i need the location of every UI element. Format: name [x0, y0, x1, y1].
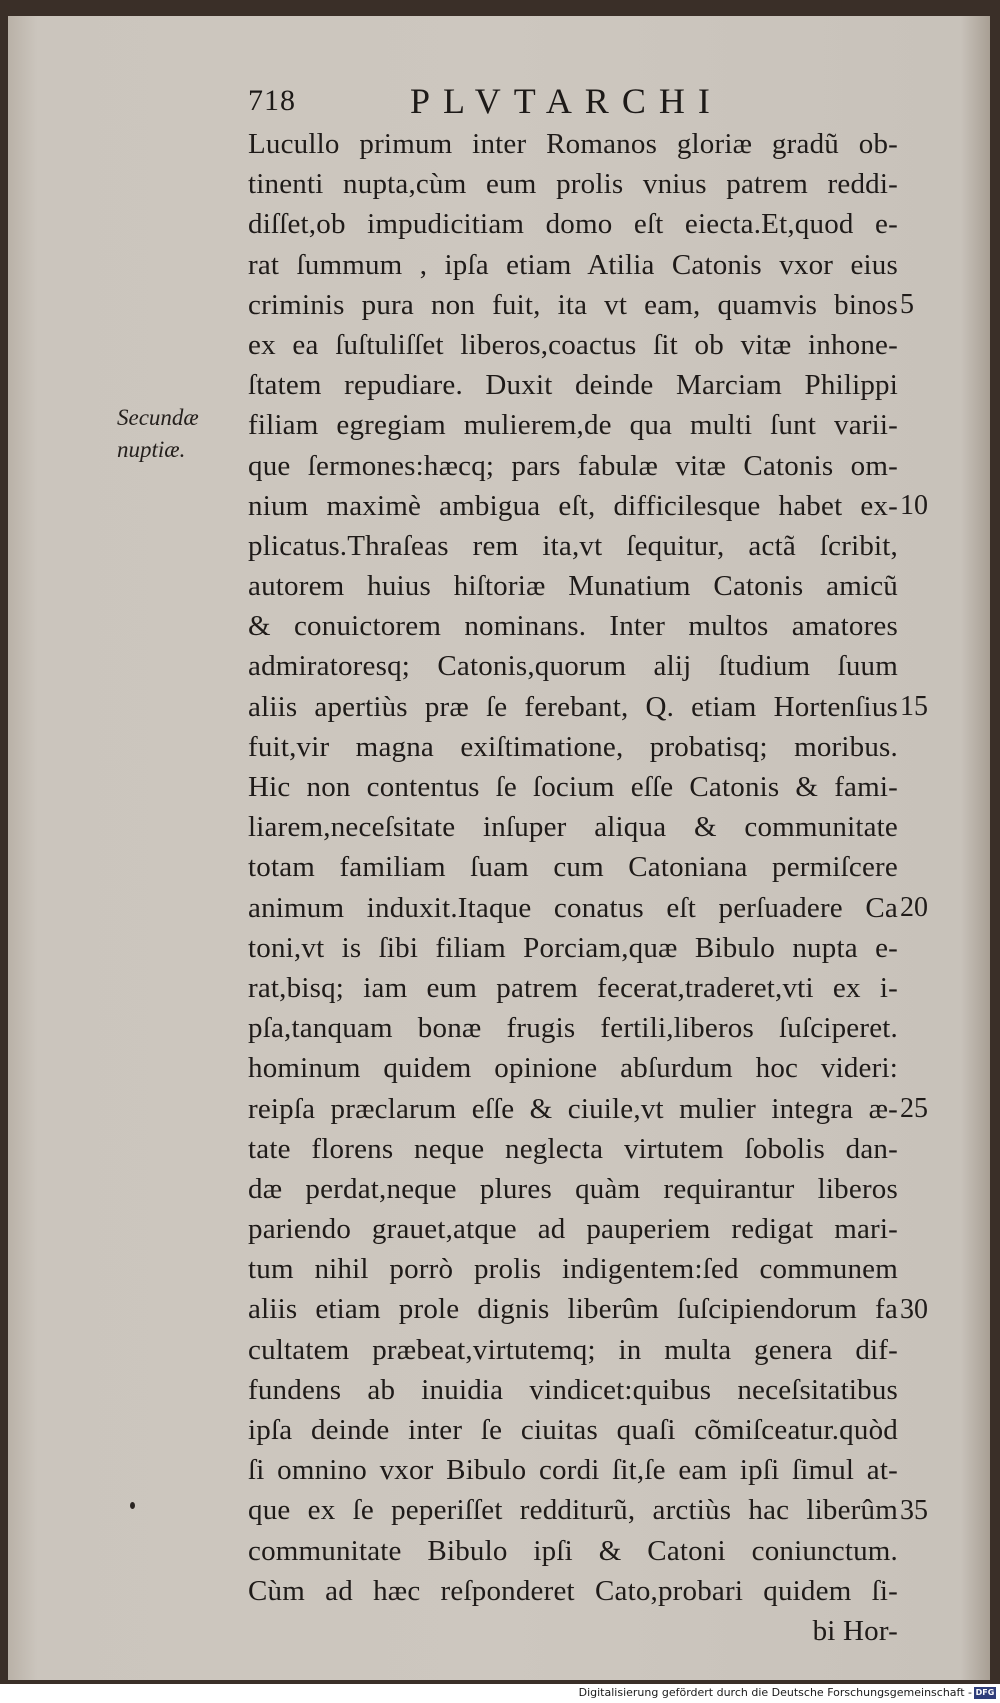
text-line: plicatus.Thraſeas rem ita,vt ſequitur, actã ſcribit, [248, 529, 898, 562]
text-line: que ſermones:hæcq; pars fabulæ vitæ Catonis om- [248, 449, 898, 482]
folio-number: 718 [248, 84, 296, 117]
line-number: 10 [900, 489, 928, 521]
footer-credit: Digitalisierung gefördert durch die Deutsche Forschungsgemeinschaft - [578, 1686, 972, 1699]
text-line: admiratoresq; Catonis,quorum alij ſtudium ſuum [248, 650, 898, 683]
line-number: 20 [900, 891, 928, 923]
text-line: ſi omnino vxor Bibulo cordi ſit,ſe eam ipſi ſimul at- [248, 1454, 898, 1487]
line-number: 5 [900, 288, 914, 320]
text-line: ipſa deinde inter ſe ciuitas quaſi cõmiſceatur.quòd [248, 1414, 898, 1446]
text-line: reipſa præclarum eſſe & ciuile,vt mulier integra æ- [248, 1092, 898, 1125]
text-line: filiam egregiam mulierem,de qua multi ſunt varii- [248, 409, 898, 442]
text-line: ſtatem repudiare. Duxit deinde Marciam Philippi [248, 369, 898, 402]
line-number: 15 [900, 690, 928, 722]
text-line: pſa,tanquam bonæ frugis fertili,liberos ſuſciperet. [248, 1012, 898, 1045]
text-line: autorem huius hiſtoriæ Munatium Catonis amicũ [248, 570, 898, 603]
footer-bar [0, 1684, 1000, 1703]
line-number: 30 [900, 1293, 928, 1325]
text-line: tinenti nupta,cùm eum prolis vnius patrem reddi- [248, 168, 898, 201]
text-line: toni,vt is ſibi filiam Porciam,quæ Bibulo nupta e- [248, 931, 898, 964]
dfg-logo: DFG [975, 1688, 995, 1697]
text-line: fundens ab inuidia vindicet:quibus neceſsitatibus [248, 1373, 898, 1406]
text-line: & conuictorem nominans. Inter multos amatores [248, 610, 898, 643]
marginal-note-line: Secundæ [117, 405, 199, 430]
text-line: hominum quidem opinione abſurdum hoc videri: [248, 1052, 898, 1085]
text-line: rat ſummum , ipſa etiam Atilia Catonis vxor eius [248, 248, 898, 281]
running-title: PLVTARCHI [410, 81, 723, 121]
text-line: rat,bisq; iam eum patrem fecerat,traderet,vti ex i- [248, 971, 898, 1004]
body-text [248, 124, 898, 1651]
text-line: animum induxit.Itaque conatus eſt perſuadere Ca [248, 891, 898, 924]
text-line: cultatem præbeat,virtutemq; in multa genera dif- [248, 1333, 898, 1366]
marginal-note [117, 402, 199, 466]
text-line: bi Hor- [812, 1614, 898, 1647]
text-line: pariendo grauet,atque ad pauperiem redigat mari- [248, 1213, 898, 1246]
text-line: nium maximè ambigua eſt, difficilesque habet ex- [248, 489, 898, 522]
line-number: 35 [900, 1494, 928, 1526]
text-line: ex ea ſuſtuliſſet liberos,coactus ſit ob vitæ inhone- [248, 328, 898, 361]
line-number: 25 [900, 1092, 928, 1124]
text-line: criminis pura non fuit, ita vt eam, quamvis binos [248, 288, 898, 321]
page-header [0, 80, 1000, 124]
text-line: dæ perdat,neque plures quàm requirantur liberos [248, 1172, 898, 1205]
text-line: Cùm ad hæc reſponderet Cato,probari quidem ſi- [248, 1574, 898, 1607]
text-line: aliis etiam prole dignis liberûm ſuſcipiendorum fa [248, 1293, 898, 1326]
text-line: totam familiam ſuam cum Catoniana permiſcere [248, 851, 898, 884]
text-line: Lucullo primum inter Romanos gloriæ gradũ ob- [248, 128, 898, 160]
text-line: liarem,neceſsitate inſuper aliqua & communitate [248, 811, 898, 844]
ink-speck [130, 1502, 135, 1509]
text-line: Hic non contentus ſe ſocium eſſe Catonis & fami- [248, 771, 898, 803]
text-line: aliis apertiùs præ ſe ferebant, Q. etiam Hortenſius [248, 690, 898, 723]
text-line: communitate Bibulo ipſi & Catoni coniunctum. [248, 1534, 898, 1567]
text-line: que ex ſe peperiſſet redditurũ, arctiùs hac liberûm [248, 1494, 898, 1527]
text-line: diſſet,ob impudicitiam domo eſt eiecta.Et,quod e- [248, 208, 898, 241]
text-line: tate florens neque neglecta virtutem ſobolis dan- [248, 1132, 898, 1165]
marginal-note-line: nuptiæ. [117, 437, 186, 462]
text-line: fuit,vir magna exiſtimatione, probatisq; moribus. [248, 730, 898, 763]
text-line: tum nihil porrò prolis indigentem:ſed communem [248, 1253, 898, 1286]
